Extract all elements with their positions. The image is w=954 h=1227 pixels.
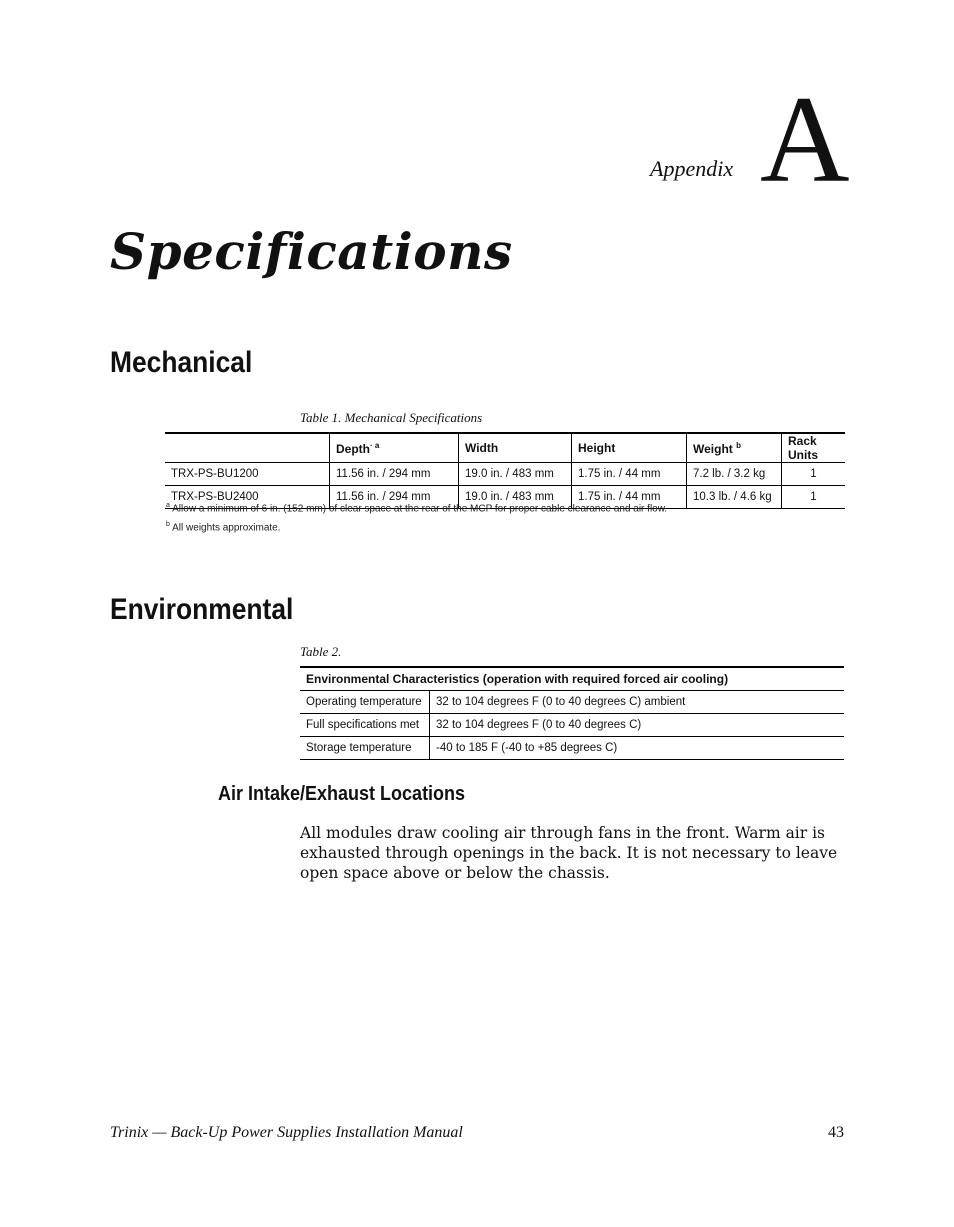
footnote-marker-b: b [736, 440, 742, 450]
footnote-a: $^a$ Allow a minimum of 6 in. (152 mm) of clear space at the rear of the MCP for proper cable clearance and air flow. [166, 502, 668, 515]
environmental-table [300, 666, 844, 760]
cell-value: 32 to 104 degrees F (0 to 40 degrees C) ambient [430, 691, 845, 714]
mechanical-spec-table [165, 432, 845, 509]
cell-depth: 11.56 in. / 294 mm [330, 486, 459, 509]
cell-model: TRX-PS-BU1200 [171, 468, 259, 480]
table-row [300, 714, 844, 737]
cell-characteristic: Storage temperature [300, 737, 430, 760]
table-row [300, 737, 844, 760]
cell-rack-units: 1 [782, 486, 846, 509]
page-number: 43 [828, 1124, 844, 1141]
cell-weight: 10.3 lb. / 4.6 kg [687, 486, 782, 509]
column-header-weight: Weight $^b$ [687, 433, 782, 463]
table-row [300, 691, 844, 714]
air-intake-paragraph: All modules draw cooling air through fans in the front. Warm air is exhausted through openings in the back. It is not necessary to leave open space above or below the chassis. [300, 824, 838, 882]
column-header-model [165, 433, 330, 463]
cell-weight: 7.2 lb. / 3.2 kg [687, 463, 782, 486]
footer-manual-title: Trinix — Back-Up Power Supplies Installation Manual [110, 1124, 463, 1141]
cell-width: 19.0 in. / 483 mm [459, 486, 572, 509]
table-header-row [300, 667, 844, 691]
table-row [165, 463, 845, 486]
column-header-height: Height [572, 433, 687, 463]
cell-height: 1.75 in. / 44 mm [572, 463, 687, 486]
footnote-b: $^b$ All weights approximate. [166, 521, 281, 534]
table-caption-mechanical: Table 1. Mechanical Specifications [300, 410, 483, 425]
cell-width: 19.0 in. / 483 mm [459, 463, 572, 486]
column-header-width: Width [459, 433, 572, 463]
cell-depth: 11.56 in. / 294 mm [330, 463, 459, 486]
table-caption-environmental: Table 2. [300, 644, 342, 659]
cell-model: TRX-PS-BU2400 [171, 491, 259, 503]
column-header-depth: Depth$^{\cdot a}$ [330, 433, 459, 463]
cell-value: -40 to 185 F (-40 to +85 degrees C) [430, 737, 845, 760]
cell-characteristic: Full specifications met [300, 714, 430, 737]
appendix-letter: A [760, 71, 850, 208]
column-header-rack-units: Rack Units [782, 433, 846, 463]
footnote-marker-a: · a [370, 440, 380, 450]
subsection-heading-air-intake: Air Intake/Exhaust Locations [218, 783, 466, 805]
section-heading-mechanical: Mechanical [110, 346, 253, 379]
cell-characteristic: Operating temperature [300, 691, 430, 714]
appendix-label: Appendix [650, 156, 734, 181]
page-title: Specifications [110, 222, 513, 281]
section-heading-environmental: Environmental [110, 593, 294, 626]
cell-height: 1.75 in. / 44 mm [572, 486, 687, 509]
table-header-row [165, 433, 845, 463]
cell-value: 32 to 104 degrees F (0 to 40 degrees C) [430, 714, 845, 737]
environmental-table-header: Environmental Characteristics (operation with required forced air cooling) [300, 667, 844, 691]
cell-rack-units: 1 [782, 463, 846, 486]
